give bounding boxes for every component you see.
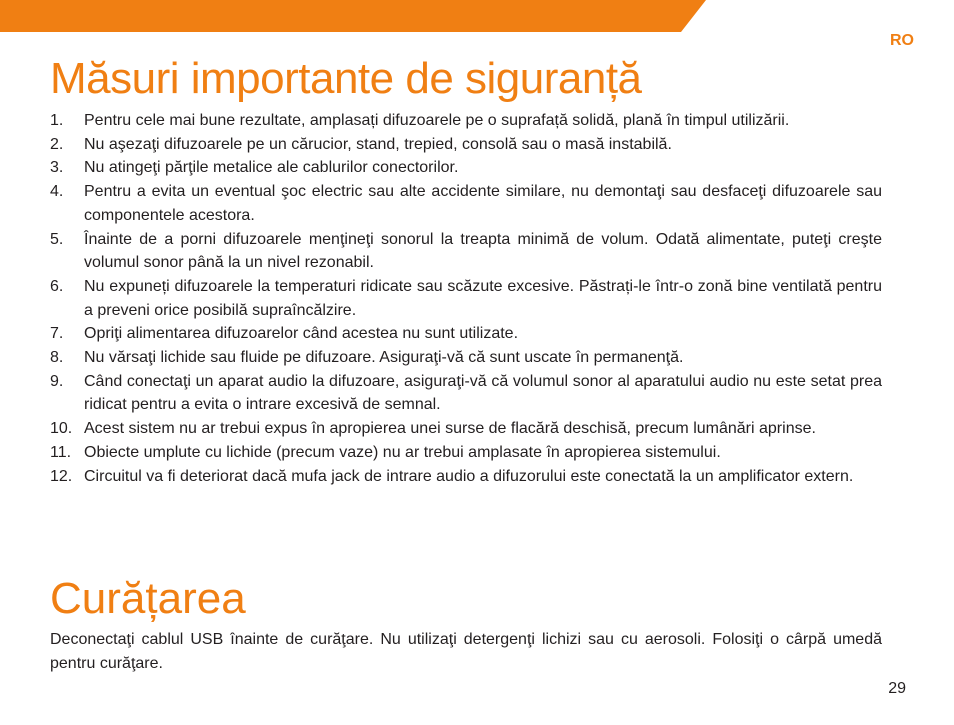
list-item: 5. Înainte de a porni difuzoarele menţineţi sonorul la treapta minimă de volum. Odată alimentate, puteţi creşte volumul sonor până la un nivel rezonabil. bbox=[50, 230, 882, 272]
list-item: 12. Circuitul va fi deteriorat dacă mufa jack de intrare audio a difuzorului este conectată la un amplificator extern. bbox=[50, 467, 854, 485]
list-item: 4. Pentru a evita un eventual şoc electric sau alte accidente similare, nu demontaţi sau desfaceţi difuzoarele sau componentele acestora. bbox=[50, 183, 882, 224]
list-item: 7. Opriţi alimentarea difuzoarelor când acestea nu sunt utilizate. bbox=[50, 325, 519, 343]
list-item: 3. Nu atingeţi părţile metalice ale cablurilor conectorilor. bbox=[50, 159, 459, 177]
list-item: 2. Nu aşezaţi difuzoarele pe un cărucior, stand, trepied, consolă sau o masă instabilă. bbox=[50, 135, 672, 153]
top-header-bar bbox=[0, 0, 954, 32]
list-item: 9. Când conectaţi un aparat audio la difuzoare, asiguraţi-vă că volumul sonor al aparatului audio nu este setat prea ridicat pentru a evita o intrare excesivă de semnal. bbox=[50, 372, 882, 414]
page-number: 29 bbox=[888, 680, 906, 697]
list-item: 10. Acest sistem nu ar trebui expus în apropierea unei surse de flacără deschisă, precum lumânări aprinse. bbox=[50, 420, 816, 438]
cleaning-paragraph: Deconectaţi cablul USB înainte de curăţare. Nu utilizaţi detergenţi lichizi sau cu aerosoli. Folosiţi o cârpă umedă pentru curăţare. bbox=[50, 631, 882, 672]
list-item: 1. Pentru cele mai bune rezultate, amplasați difuzoarele pe o suprafață solidă, plană în timpul utilizării. bbox=[50, 112, 790, 129]
list-item: 8. Nu vărsaţi lichide sau fluide pe difuzoare. Asiguraţi-vă că sunt uscate în permanenţă. bbox=[50, 349, 684, 367]
list-item: 11. Obiecte umplute cu lichide (precum vaze) nu ar trebui amplasate în apropierea sistemului. bbox=[50, 443, 721, 461]
safety-title: Măsuri importante de siguranță bbox=[50, 54, 642, 103]
list-item: 6. Nu expuneți difuzoarele la temperaturi ridicate sau scăzute excesive. Păstrați-le într-o zonă bine ventilată pentru a preveni orice posibilă supraîncălzire. bbox=[50, 277, 882, 319]
safety-list bbox=[50, 109, 882, 488]
cleaning-title: Curățarea bbox=[50, 574, 246, 623]
language-label: RO bbox=[890, 32, 914, 49]
